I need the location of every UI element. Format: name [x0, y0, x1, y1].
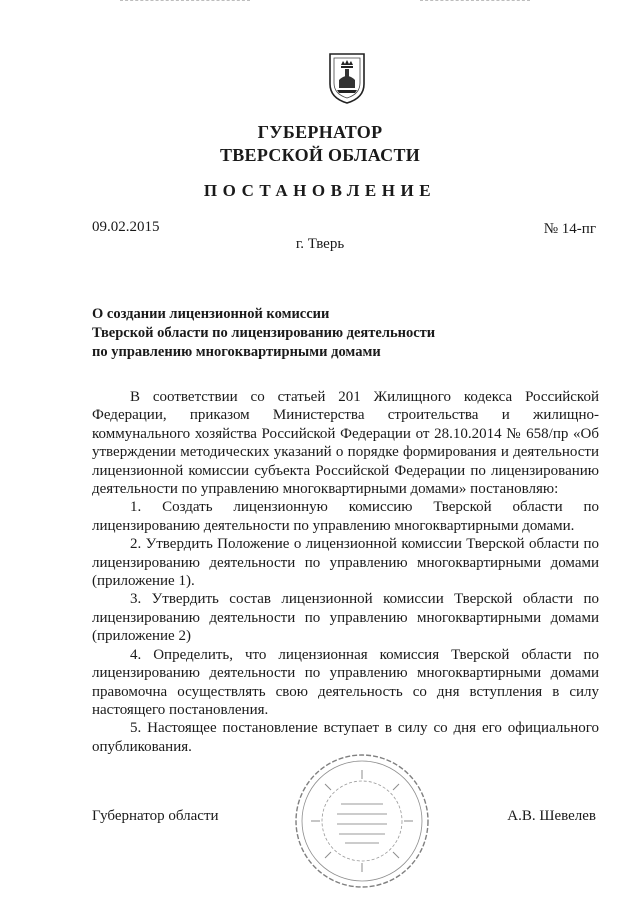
scan-edge-line [120, 0, 250, 3]
decree-item: 1. Создать лицензионную комиссию Тверской области по лицензированию деятельности по управлению многоквартирными домами. [92, 499, 599, 534]
decree-item: 2. Утвердить Положение о лицензионной комиссии Тверской области по лицензированию деятельности по управлению многоквартирными домами (приложение 1). [92, 536, 599, 590]
preamble-paragraph: В соответствии со статьей 201 Жилищного кодекса Российской Федерации, приказом Министерства строительства и жилищно-коммунального хозяйства Российской Федерации от 28.10.2014 № 658/пр «Об утверждении методических указаний о порядке формирования и деятельности лицензионной комиссии субъекта Российской Федерации по лицензированию деятельности по управлению многоквартирными домами» постановляю: [92, 389, 599, 498]
issuer-title: ГУБЕРНАТОР [257, 122, 383, 142]
coat-of-arms-icon [327, 52, 367, 104]
subject-line: Тверской области по лицензированию деятельности [92, 325, 436, 341]
document-number: № 14-пг [543, 221, 596, 237]
issuer-region: ТВЕРСКОЙ ОБЛАСТИ [219, 145, 421, 165]
document-subject [92, 305, 512, 362]
official-seal-icon [293, 752, 431, 890]
subject-line: по управлению многоквартирными домами [92, 344, 381, 360]
decree-item: 4. Определить, что лицензионная комиссия Тверской области по лицензированию деятельности по управлению многоквартирными домами правомочна осуществлять свою деятельность со дня вступления в силу настоящего постановления. [92, 646, 599, 718]
subject-line: О создании лицензионной комиссии [92, 306, 330, 322]
document-body [92, 388, 599, 756]
decree-item: 3. Утвердить состав лицензионной комиссии Тверской области по лицензированию деятельности по управлению многоквартирными домами (приложение 2) [92, 591, 599, 645]
document-city: г. Тверь [295, 236, 345, 252]
signatory-name: А.В. Шевелев [507, 808, 596, 824]
signatory-position: Губернатор области [92, 808, 219, 824]
decree-item: 5. Настоящее постановление вступает в силу со дня его официального опубликования. [92, 720, 599, 755]
scan-edge-line [420, 0, 530, 3]
document-type: ПОСТАНОВЛЕНИЕ [203, 181, 437, 200]
document-date: 09.02.2015 [92, 219, 160, 235]
